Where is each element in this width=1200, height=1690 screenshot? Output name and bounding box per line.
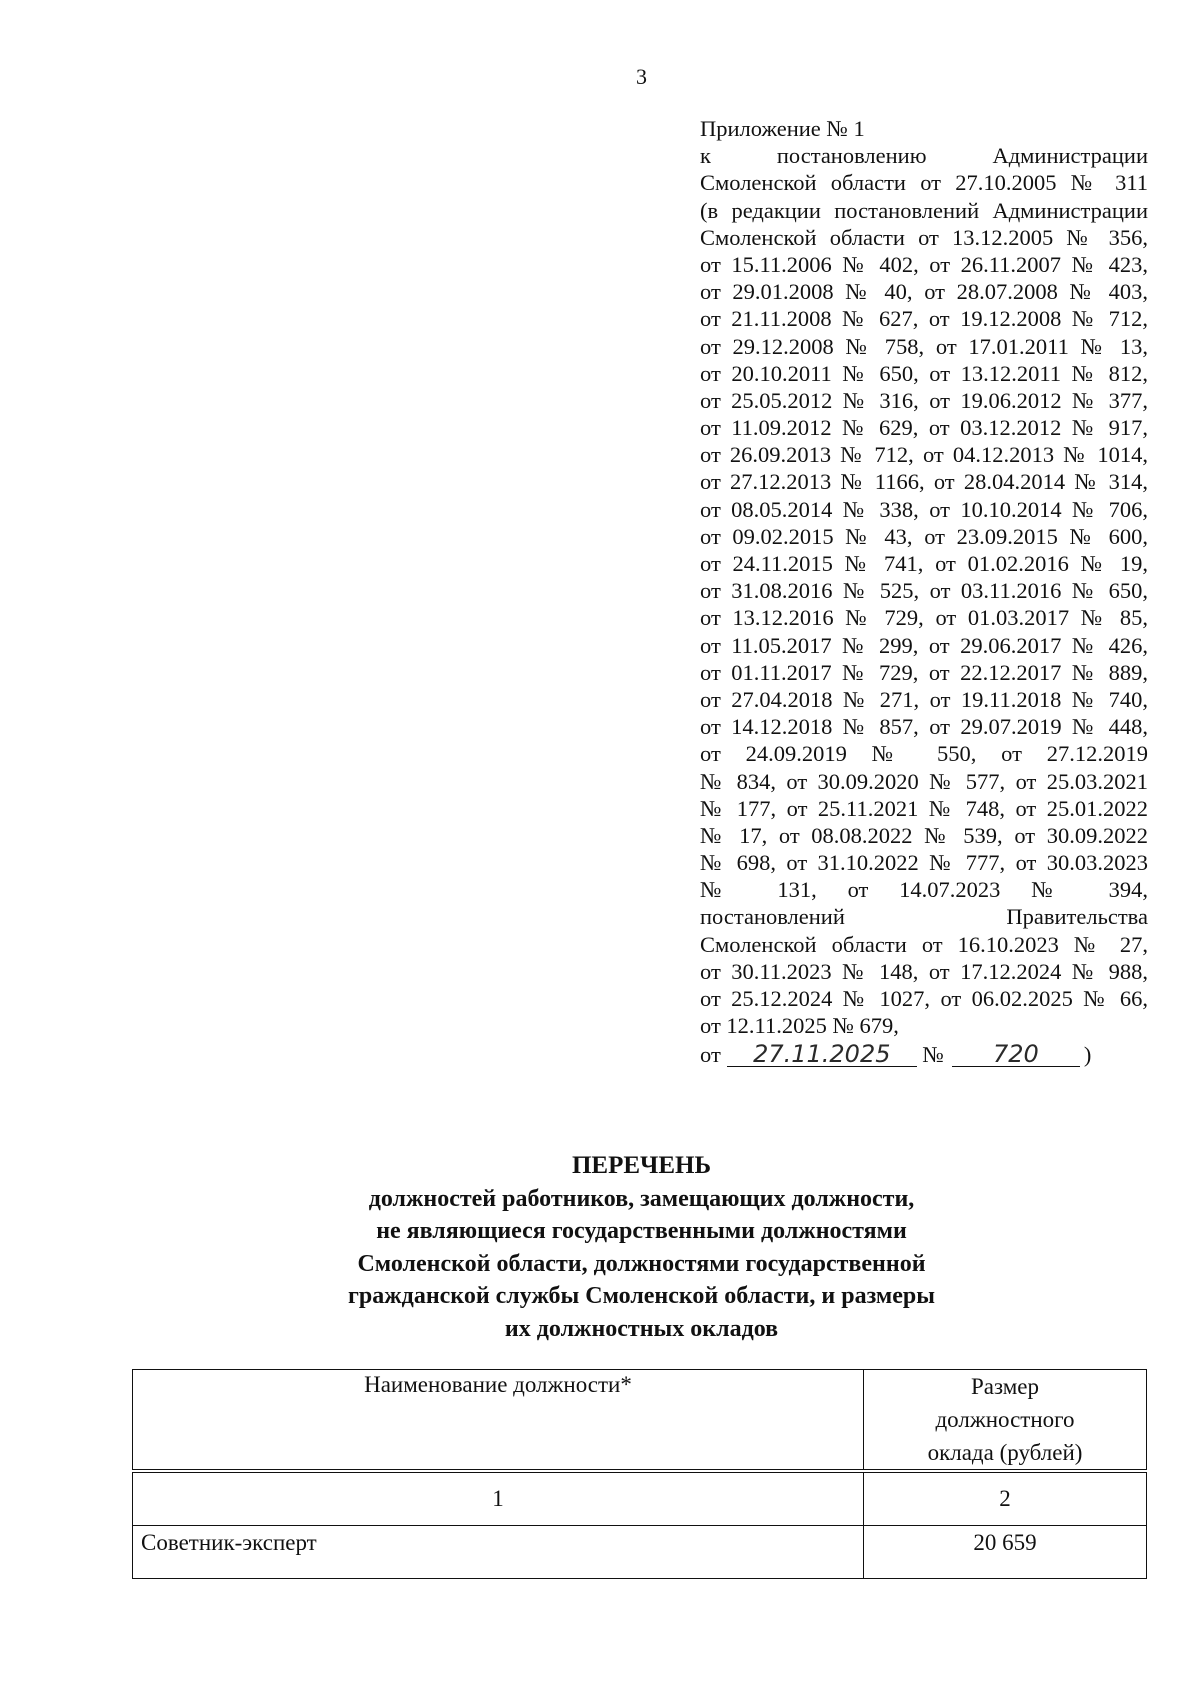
table-row: [133, 1526, 1147, 1579]
header-salary-line: оклада (рублей): [927, 1440, 1083, 1465]
appendix-line: от 25.12.2024 № 1027, от 06.02.2025 № 66,: [700, 986, 1148, 1011]
signature-date-line: [700, 1041, 1148, 1071]
appendix-line: Смоленской области от 27.10.2005 № 311: [700, 170, 1148, 196]
appendix-line: от 08.05.2014 № 338, от 10.10.2014 № 706,: [700, 496, 1148, 522]
appendix-line: Смоленской области от 13.12.2005 № 356,: [700, 224, 1148, 250]
positions-table: [132, 1369, 1147, 1579]
sign-prefix: от: [700, 1042, 721, 1068]
appendix-line: от 29.01.2008 № 40, от 28.07.2008 № 403,: [700, 279, 1148, 305]
appendix-line: от 20.10.2011 № 650, от 13.12.2011 № 812,: [700, 360, 1148, 386]
appendix-line: № 17, от 08.08.2022 № 539, от 30.09.2022: [700, 822, 1148, 848]
column-number: 2: [864, 1471, 1147, 1526]
appendix-line: от 15.11.2006 № 402, от 26.11.2007 № 423,: [700, 251, 1148, 277]
appendix-line: от 31.08.2016 № 525, от 03.11.2016 № 650,: [700, 578, 1148, 604]
title-subline: Смоленской области, должностями государственной: [357, 1250, 926, 1277]
appendix-line: от 26.09.2013 № 712, от 04.12.2013 № 1014,: [700, 442, 1148, 468]
appendix-line: от 11.05.2017 № 299, от 29.06.2017 № 426,: [700, 632, 1148, 658]
salary-cell: 20 659: [864, 1526, 1147, 1579]
appendix-line: от 11.09.2012 № 629, от 03.12.2012 № 917,: [700, 415, 1148, 441]
appendix-line: от 14.12.2018 № 857, от 29.07.2019 № 448,: [700, 714, 1148, 740]
appendix-line: от 21.11.2008 № 627, от 19.12.2008 № 712,: [700, 306, 1148, 332]
appendix-line: от 27.12.2013 № 1166, от 28.04.2014 № 314,: [700, 469, 1148, 495]
page-number: 3: [636, 64, 647, 89]
document-title-block: [0, 1150, 1200, 1345]
appendix-line: постановлений Правительства: [700, 904, 1148, 930]
header-salary-line: Размер: [970, 1374, 1040, 1399]
appendix-line: № 834, от 30.09.2020 № 577, от 25.03.2021: [700, 768, 1148, 794]
column-number: 1: [133, 1471, 864, 1526]
appendix-line: от 25.05.2012 № 316, от 19.06.2012 № 377,: [700, 387, 1148, 413]
appendix-line: от 24.09.2019 № 550, от 27.12.2019: [700, 741, 1148, 767]
document-title: ПЕРЕЧЕНЬ: [571, 1152, 712, 1179]
appendix-line: Смоленской области от 16.10.2023 № 27,: [700, 931, 1148, 957]
appendix-line: № 177, от 25.11.2021 № 748, от 25.01.2022: [700, 795, 1148, 821]
appendix-reference-block: [700, 115, 1148, 1071]
appendix-line: от 30.11.2023 № 148, от 17.12.2024 № 988,: [700, 958, 1148, 984]
column-number-row: [133, 1471, 1147, 1526]
title-subline: гражданской службы Смоленской области, и размеры: [348, 1283, 935, 1309]
appendix-line: от 12.11.2025 № 679,: [700, 1013, 899, 1039]
title-subline: должностей работников, замещающих должности,: [368, 1185, 915, 1212]
appendix-line: от 13.12.2016 № 729, от 01.03.2017 № 85,: [700, 605, 1148, 631]
appendix-line: к постановлению Администрации: [700, 143, 1148, 169]
appendix-line: от 27.04.2018 № 271, от 19.11.2018 № 740,: [700, 686, 1148, 712]
appendix-line: Приложение № 1: [700, 116, 865, 141]
appendix-line: от 09.02.2015 № 43, от 23.09.2015 № 600,: [700, 523, 1148, 549]
title-subline: не являющиеся государственными должностями: [376, 1218, 907, 1244]
header-position-name: Наименование должности*: [133, 1370, 864, 1472]
appendix-line: (в редакции постановлений Администрации: [700, 197, 1148, 223]
appendix-line: № 698, от 31.10.2022 № 777, от 30.03.2023: [700, 850, 1148, 876]
position-name-cell: Советник-эксперт: [133, 1526, 864, 1579]
handwritten-number: 720: [952, 1042, 1080, 1067]
appendix-line: от 01.11.2017 № 729, от 22.12.2017 № 889,: [700, 659, 1148, 685]
appendix-line: № 131, от 14.07.2023 № 394,: [700, 877, 1148, 903]
handwritten-date: 27.11.2025: [727, 1042, 917, 1067]
appendix-line: от 24.11.2015 № 741, от 01.02.2016 № 19,: [700, 551, 1148, 576]
header-salary-line: должностного: [935, 1407, 1075, 1432]
sign-number-label: №: [922, 1042, 944, 1068]
title-subline: их должностных окладов: [504, 1315, 779, 1342]
header-salary: [864, 1370, 1147, 1472]
table-header-row: [133, 1370, 1147, 1472]
appendix-line: от 29.12.2008 № 758, от 17.01.2011 № 13,: [700, 333, 1148, 359]
closing-parenthesis: ): [1083, 1042, 1092, 1068]
